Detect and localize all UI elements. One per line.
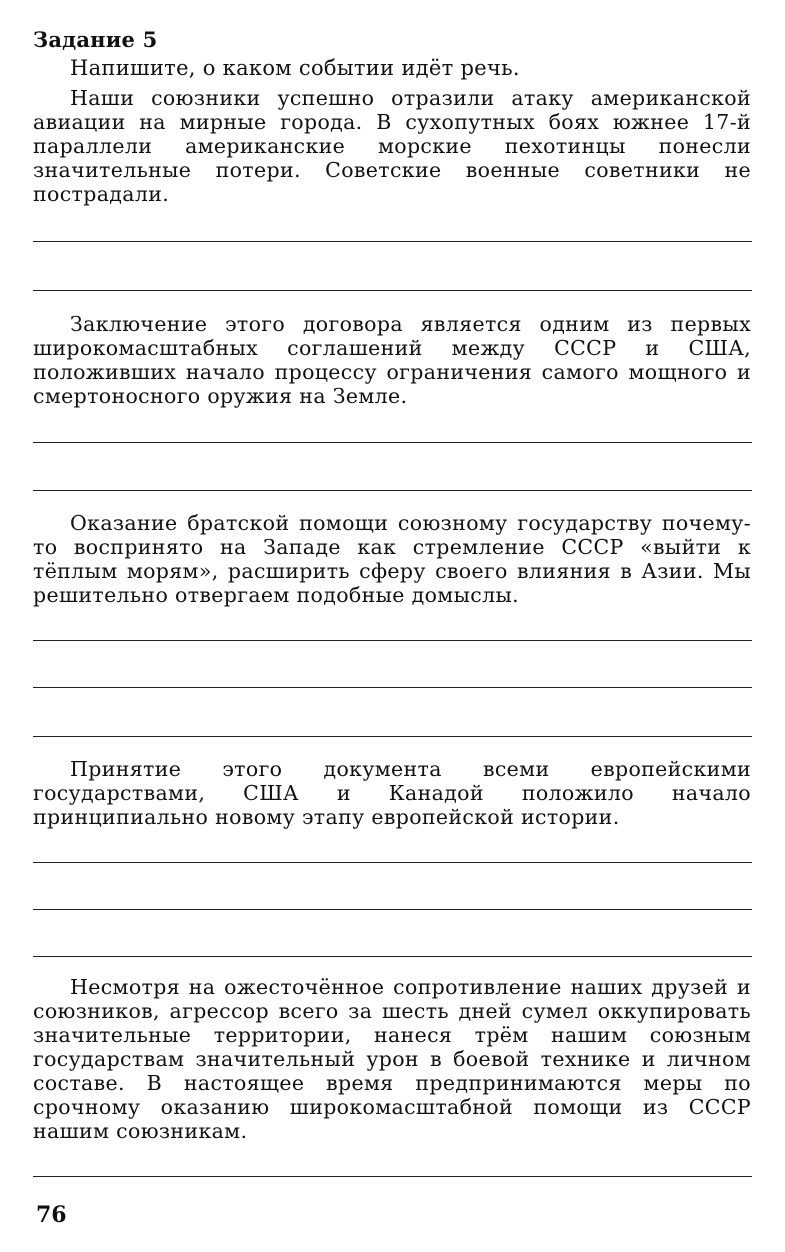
passage-2: Заключение этого договора является одним из первых широкомасштабных соглашений между СССР и США, положивших начало процессу ограничения самого мощного и смертоносного оружия на Земле. xyxy=(33,312,751,408)
passage-4: Принятие этого документа всеми европейскими государствами, США и Канадой положило начало принципиально новому этапу европейской истории. xyxy=(33,757,751,829)
answer-line[interactable] xyxy=(33,687,752,688)
answer-line[interactable] xyxy=(33,640,752,641)
answer-line[interactable] xyxy=(33,290,752,291)
answer-line[interactable] xyxy=(33,956,752,957)
passage-3: Оказание братской помощи союзному государству почему-то воспринято на Западе как стремление СССР «выйти к тёплым морям», расширить сферу своего влияния в Азии. Мы решительно отвергаем подобные домыслы. xyxy=(33,511,751,607)
answer-line[interactable] xyxy=(33,490,752,491)
answer-line[interactable] xyxy=(33,736,752,737)
page-number: 76 xyxy=(36,1202,67,1228)
answer-line[interactable] xyxy=(33,1176,752,1177)
passage-5: Несмотря на ожесточённое сопротивление наших друзей и союзников, агрессор всего за шесть дней сумел оккупировать значительные территории, нанеся трём нашим союзным государствам значительный урон в боевой технике и личном составе. В настоящее время предпринимаются меры по срочному оказанию широкомасштабной помощи из СССР нашим союзникам. xyxy=(33,975,751,1143)
answer-line[interactable] xyxy=(33,909,752,910)
answer-line[interactable] xyxy=(33,241,752,242)
task-instruction: Напишите, о каком событии идёт речь. xyxy=(70,56,520,80)
task-title: Задание 5 xyxy=(33,27,158,52)
answer-line[interactable] xyxy=(33,862,752,863)
answer-line[interactable] xyxy=(33,442,752,443)
passage-1: Наши союзники успешно отразили атаку американской авиации на мирные города. В сухопутных боях южнее 17-й параллели американские морские пехотинцы понесли значительные потери. Советские военные советники не пострадали. xyxy=(33,86,751,206)
